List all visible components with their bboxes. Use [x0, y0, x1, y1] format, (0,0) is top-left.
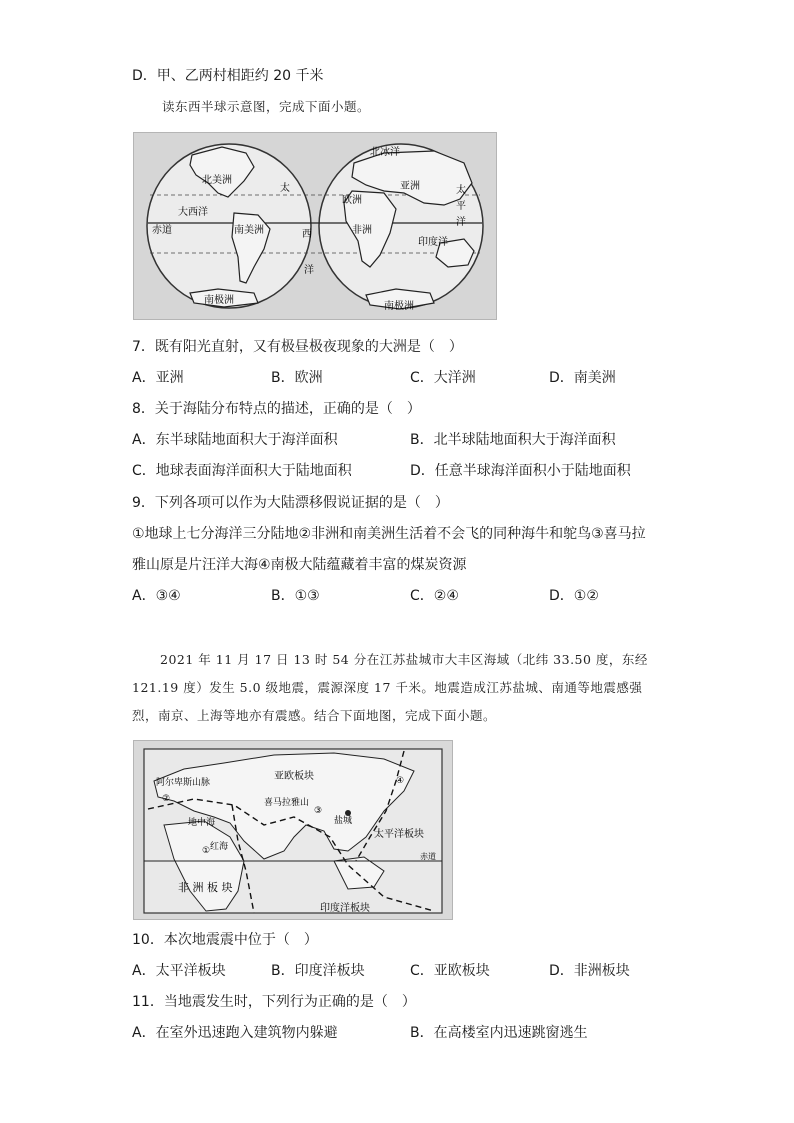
- q7-option-b: B．欧洲: [271, 370, 323, 386]
- label-pacific-right-1: 太: [456, 185, 466, 196]
- label-red-sea: 红海: [210, 842, 229, 852]
- label-asia: 亚洲: [400, 181, 420, 192]
- q11-stem: 11．当地震发生时，下列行为正确的是（ ）: [132, 994, 416, 1010]
- label-alps: 阿尔卑斯山脉: [156, 778, 211, 788]
- q11-option-b: B．在高楼室内迅速跳窗逃生: [410, 1025, 588, 1041]
- label-antarctica-right: 南极洲: [384, 301, 414, 312]
- marker-3: ③: [314, 806, 323, 816]
- intro-earthquake-line2: 121.19 度）发生 5.0 级地震，震源深度 17 千米。地震造成江苏盐城、南通等地震感强: [132, 680, 643, 695]
- label-pacific-right-2: 平: [456, 201, 466, 212]
- hemispheres-map-svg: [134, 133, 496, 319]
- label-antarctica-left: 南极洲: [204, 295, 234, 306]
- q8-option-c: C．地球表面海洋面积大于陆地面积: [132, 463, 352, 479]
- plates-map: [133, 740, 453, 920]
- label-atlantic: 大西洋: [178, 207, 208, 218]
- label-europe: 欧洲: [342, 195, 362, 206]
- label-ocean-xi: 西: [302, 229, 312, 240]
- q9-statements-line2: 雅山原是片汪洋大海④南极大陆蕴藏着丰富的煤炭资源: [132, 557, 467, 573]
- q9-option-c: C．②④: [410, 588, 459, 604]
- q10-option-b: B．印度洋板块: [271, 963, 365, 979]
- q10-option-d: D．非洲板块: [549, 963, 630, 979]
- q10-option-c: C．亚欧板块: [410, 963, 490, 979]
- q8-option-a: A．东半球陆地面积大于海洋面积: [132, 432, 338, 448]
- q7-option-a: A．亚洲: [132, 370, 184, 386]
- label-pacific-left: 太: [280, 183, 290, 194]
- marker-2: ②: [162, 794, 171, 804]
- label-mediterranean: 地中海: [188, 818, 216, 828]
- marker-4: ④: [396, 776, 405, 786]
- label-ocean-yang: 洋: [304, 265, 314, 276]
- label-indian: 印度洋: [418, 237, 448, 248]
- intro-earthquake-line3: 烈，南京、上海等地亦有震感。结合下面地图，完成下面小题。: [132, 708, 497, 723]
- q7-option-d: D．南美洲: [549, 370, 616, 386]
- q6-option-d: D．甲、乙两村相距约 20 千米: [132, 68, 324, 84]
- q9-option-d: D．①②: [549, 588, 599, 604]
- label-pacific-plate: 太平洋板块: [374, 829, 424, 840]
- plates-map-svg: [134, 741, 452, 919]
- q11-option-a: A．在室外迅速跑入建筑物内躲避: [132, 1025, 338, 1041]
- label-eurasian-plate: 亚欧板块: [274, 771, 314, 782]
- q8-option-b: B．北半球陆地面积大于海洋面积: [410, 432, 616, 448]
- label-equator-map1: 赤道: [152, 225, 172, 236]
- label-equator-map2: 赤道: [420, 852, 436, 861]
- q10-stem: 10．本次地震震中位于（ ）: [132, 932, 318, 948]
- intro-hemispheres: 读东西半球示意图，完成下面小题。: [162, 99, 371, 114]
- hemispheres-map: [133, 132, 497, 320]
- marker-1: ①: [202, 846, 211, 856]
- q9-stem: 9．下列各项可以作为大陆漂移假说证据的是（ ）: [132, 495, 449, 511]
- q9-statements-line1: ①地球上七分海洋三分陆地②非洲和南美洲生活着不会飞的同种海牛和鸵鸟③喜马拉: [132, 526, 646, 542]
- q8-option-d: D．任意半球海洋面积小于陆地面积: [410, 463, 631, 479]
- label-pacific-right-3: 洋: [456, 217, 466, 228]
- label-africa: 非洲: [352, 225, 372, 236]
- q7-option-c: C．大洋洲: [410, 370, 476, 386]
- q10-option-a: A．太平洋板块: [132, 963, 226, 979]
- label-indian-plate: 印度洋板块: [320, 903, 370, 914]
- q7-stem: 7．既有阳光直射，又有极昼极夜现象的大洲是（ ）: [132, 339, 463, 355]
- q9-option-b: B．①③: [271, 588, 320, 604]
- intro-earthquake-line1: 2021 年 11 月 17 日 13 时 54 分在江苏盐城市大丰区海域（北纬 33.50 度，东经: [160, 652, 648, 667]
- label-himalaya: 喜马拉雅山: [264, 798, 310, 808]
- label-south-america: 南美洲: [234, 225, 264, 236]
- label-african-plate: 非 洲 板 块: [178, 881, 233, 894]
- label-yancheng: 盐城: [334, 816, 353, 826]
- label-north-america: 北美洲: [202, 175, 232, 186]
- q9-option-a: A．③④: [132, 588, 181, 604]
- q8-stem: 8．关于海陆分布特点的描述，正确的是（ ）: [132, 401, 421, 417]
- label-arctic: 北冰洋: [370, 147, 400, 158]
